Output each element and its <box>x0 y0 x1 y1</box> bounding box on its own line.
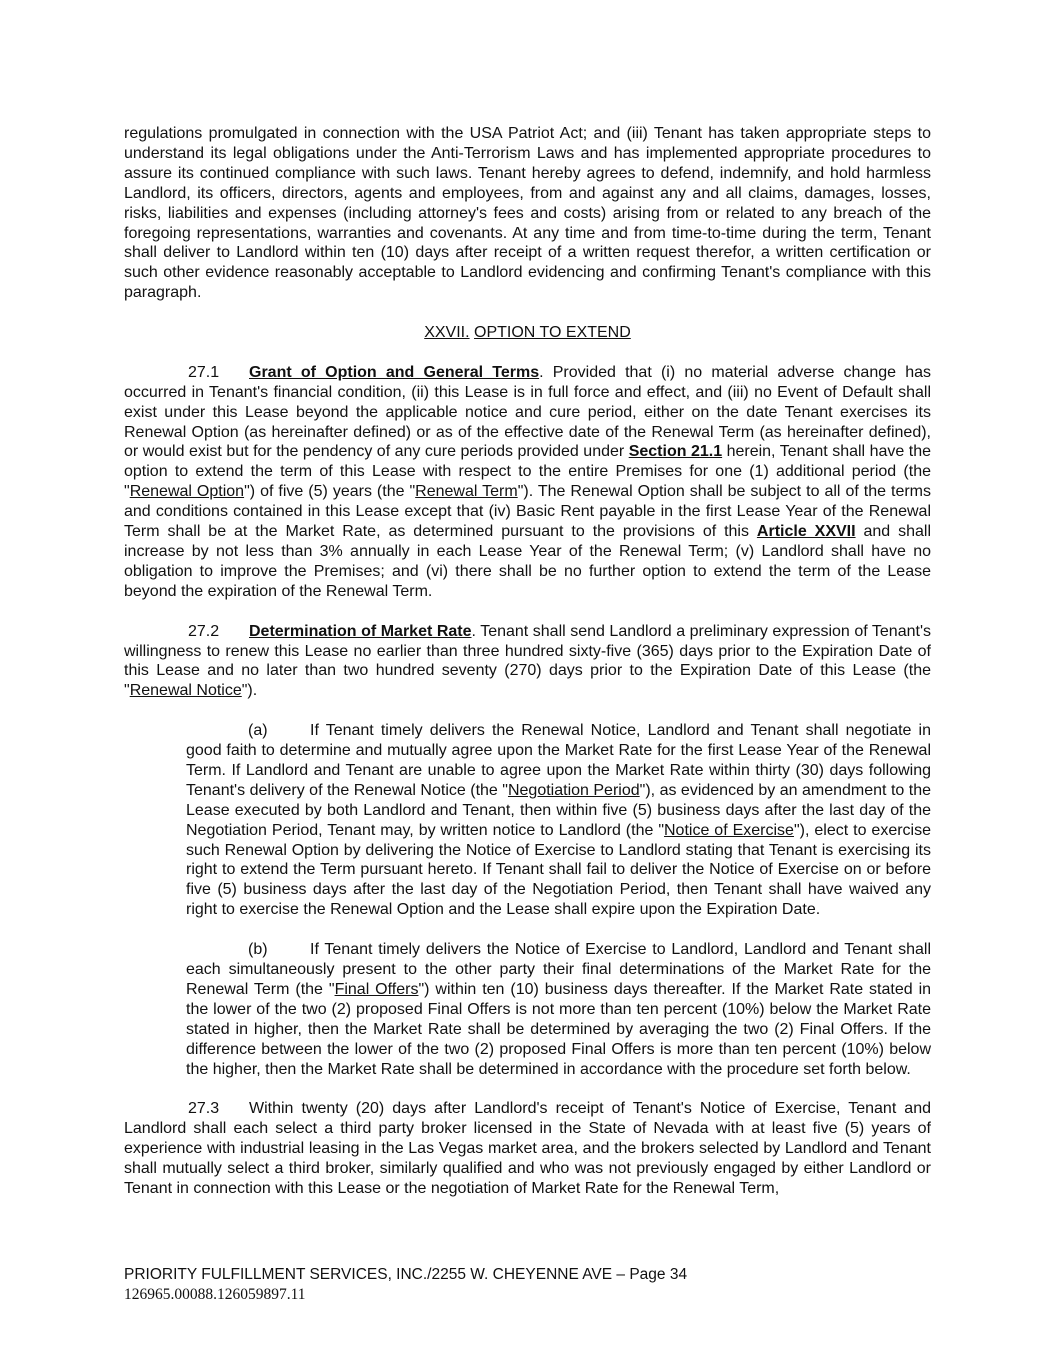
subsection-b-text: ") within ten (10) business days thereafter. If the Market Rate stated in the lower of the two (2) proposed Final Offers is not more than ten percent (10%) below the Market Rate stated in higher, then the Market Rate shall be determined by averaging the two (2) Final Offers. If the difference between the lower of the two (2) proposed Final Offers is more than ten percent (10%) below the higher, then the Market Rate shall be determined in accordance with the procedure set forth below. <box>186 980 932 1078</box>
section-27-2-text: "). <box>241 682 258 700</box>
article-title: OPTION TO EXTEND <box>474 324 631 342</box>
section-27-1-text: herein, Tenant shall have the option to extend the term of this Lease with respect to the entire Premises for one (1) additional period (the " <box>124 443 931 501</box>
article-xxvii-reference: Article XXVII <box>756 523 856 541</box>
subsection-a-text: "), elect to exercise such Renewal Option by delivering the Notice of Exercise to Landlord stating that Tenant is exercising its right to extend the Term pursuant hereto. If Tenant shall fail to deliver the Notice of Exercise on or before five (5) business days after the last day of the Negotiation Period, then Tenant shall have waived any right to exercise the Renewal Option and the Lease shall expire upon the Expiration Date. <box>186 821 932 919</box>
section-21-1-reference: Section 21.1 <box>628 443 723 461</box>
section-27-1-text: ") of five (5) years (the " <box>244 483 416 501</box>
subsection-b-label: (b) <box>248 941 268 959</box>
defined-term-renewal-notice: Renewal Notice <box>129 682 242 700</box>
defined-term-final-offers: Final Offers <box>334 980 419 998</box>
footer-document-id: 126965.00088.126059897.11 <box>124 1286 306 1303</box>
page-footer <box>124 1265 931 1305</box>
subsection-a <box>186 721 931 920</box>
section-27-3-number: 27.3 <box>188 1100 220 1118</box>
section-27-1-text: . Provided that (i) no material adverse change has occurred in Tenant's financial condition, (ii) this Lease is in full force and effect, and (iii) no Event of Default shall exist under this Lease beyond the applicable notice and cure period, either on the date Tenant exercises its Renewal Option (as hereinafter defined) or as of the effective date of the Renewal Term (as hereinafter defined), or would exist but for the pendency of any cure periods provided under <box>124 363 932 461</box>
defined-term-renewal-option: Renewal Option <box>129 483 245 501</box>
section-27-1-text: and shall increase by not less than 3% annually in each Lease Year of the Renewal Term; (v) Landlord shall have no obligation to improve the Premises; and (vi) there shall be no further option to extend the term of the Lease beyond the expiration of the Renewal Term. <box>124 523 932 600</box>
section-27-2-title: Determination of Market Rate <box>249 622 472 640</box>
subsection-a-text: If Tenant timely delivers the Renewal Notice, Landlord and Tenant shall negotiate in good faith to determine and mutually agree upon the Market Rate for the first Lease Year of the Renewal Term. If Landlord and Tenant are unable to agree upon the Market Rate within thirty (30) days following Tenant's delivery of the Renewal Notice (the " <box>186 722 931 799</box>
defined-term-negotiation-period: Negotiation Period <box>507 781 640 799</box>
defined-term-renewal-term: Renewal Term <box>415 483 518 501</box>
document-page <box>124 124 931 1199</box>
subsection-a-label: (a) <box>248 722 268 740</box>
defined-term-notice-of-exercise: Notice of Exercise <box>664 821 794 839</box>
section-27-1-title: Grant of Option and General Terms <box>249 363 540 381</box>
section-27-1-text: "). The Renewal Option shall be subject to all of the terms and conditions contained in this Lease except that (iv) Basic Rent payable in the first Lease Year of the Renewal Term shall be at the Market Rate, as determined pursuant to the provisions of this <box>124 483 931 541</box>
section-27-2 <box>124 622 931 702</box>
section-27-1-number: 27.1 <box>188 363 220 381</box>
subsection-a-text: "), as evidenced by an amendment to the Lease executed by both Landlord and Tenant, then within five (5) business days after the last day of the Negotiation Period, Tenant may, by written notice to Landlord (the " <box>186 781 932 839</box>
section-27-2-number: 27.2 <box>188 622 220 640</box>
section-27-3-text: Within twenty (20) days after Landlord's receipt of Tenant's Notice of Exercise, Tenant and Landlord shall each select a third party broker licensed in the State of Nevada with at least five (5) years of experience with industrial leasing in the Las Vegas market area, and the brokers selected by Landlord and Tenant shall mutually select a third broker, similarly qualified and who was not previously engaged by either Landlord or Tenant in connection with this Lease or the negotiation of Market Rate for the Renewal Term, <box>124 1100 931 1197</box>
article-heading <box>124 323 931 343</box>
section-27-2-text: . Tenant shall send Landlord a preliminary expression of Tenant's willingness to renew this Lease no earlier than three hundred sixty-five (365) days prior to the Expiration Date of this Lease and no later than two hundred seventy (270) days prior to the Expiration Date of this Lease (the " <box>124 622 931 700</box>
subsection-b <box>186 940 931 1079</box>
section-27-3 <box>124 1099 931 1199</box>
continuation-paragraph: regulations promulgated in connection with the USA Patriot Act; and (iii) Tenant has taken appropriate steps to understand its legal obligations under the Anti-Terrorism Laws and has implemented appropriate procedures to assure its continued compliance with such laws. Tenant hereby agrees to defend, indemnify, and hold harmless Landlord, its officers, directors, agents and employees, from and against any and all claims, damages, losses, risks, liabilities and expenses (including attorney's fees and costs) arising from or related to any breach of the foregoing representations, warranties and covenants. At any time and from time-to-time during the term, Tenant shall deliver to Landlord within ten (10) days after receipt of a written request therefor, a written certification or such other evidence reasonably acceptable to Landlord evidencing and confirming Tenant's compliance with this paragraph. <box>124 125 931 302</box>
subsection-b-text: If Tenant timely delivers the Notice of Exercise to Landlord, Landlord and Tenant shall each simultaneously present to the other party their final determinations of the Market Rate for the Renewal Term (the " <box>186 941 931 998</box>
footer-title: PRIORITY FULFILLMENT SERVICES, INC./2255 W. CHEYENNE AVE – Page 34 <box>124 1266 688 1283</box>
section-27-1 <box>124 363 931 602</box>
article-number: XXVII. <box>424 324 470 342</box>
